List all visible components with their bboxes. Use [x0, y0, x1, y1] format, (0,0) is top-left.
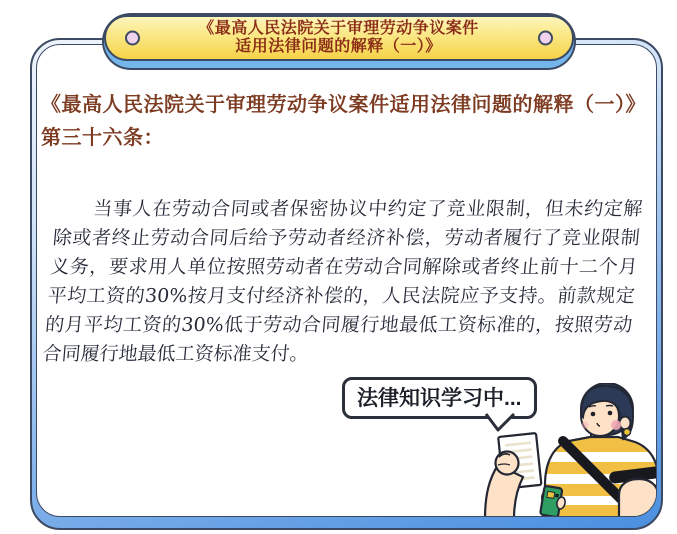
law-card-inner: [36, 44, 657, 517]
law-card: [30, 38, 663, 530]
head: [581, 383, 633, 439]
decorative-stud-icon: [125, 31, 140, 46]
arm-holding-paper: [485, 452, 523, 518]
article-title: [41, 89, 646, 155]
speech-bubble-text: 法律知识学习中...: [357, 387, 522, 410]
article-title-line1: 《最高人民法院关于审理劳动争议案件适用法律问题的解释（一）》: [41, 94, 646, 116]
blush: [582, 422, 589, 429]
speech-bubble: [342, 377, 537, 419]
header-banner-pill: [104, 15, 574, 61]
header-banner: [104, 15, 574, 68]
article-body: 当事人在劳动合同或者保密协议中约定了竞业限制，但未约定解除或者终止劳动合同后给予劳动者经济补偿，劳动者履行了竞业限制义务，要求用人单位按照劳动者在劳动合同解除或者终止前十二个月平均工资的30%按月支付经济补偿的，人民法院应予支持。前款规定的月平均工资的30%低于劳动合同履行地最低工资标准的，按照劳动合同履行地最低工资标准支付。: [41, 198, 644, 365]
article-title-line2: 第三十六条：: [41, 127, 164, 149]
bubble-tail-icon: [482, 413, 518, 433]
banner-title-line2: 适用法律问题的解释（一）》: [235, 38, 442, 55]
banner-title-line1: 《最高人民法院关于审理劳动争议案件: [198, 20, 479, 37]
ear: [620, 417, 631, 430]
earring-icon: [624, 429, 631, 436]
blush: [611, 420, 621, 430]
decorative-stud-icon: [538, 31, 553, 46]
